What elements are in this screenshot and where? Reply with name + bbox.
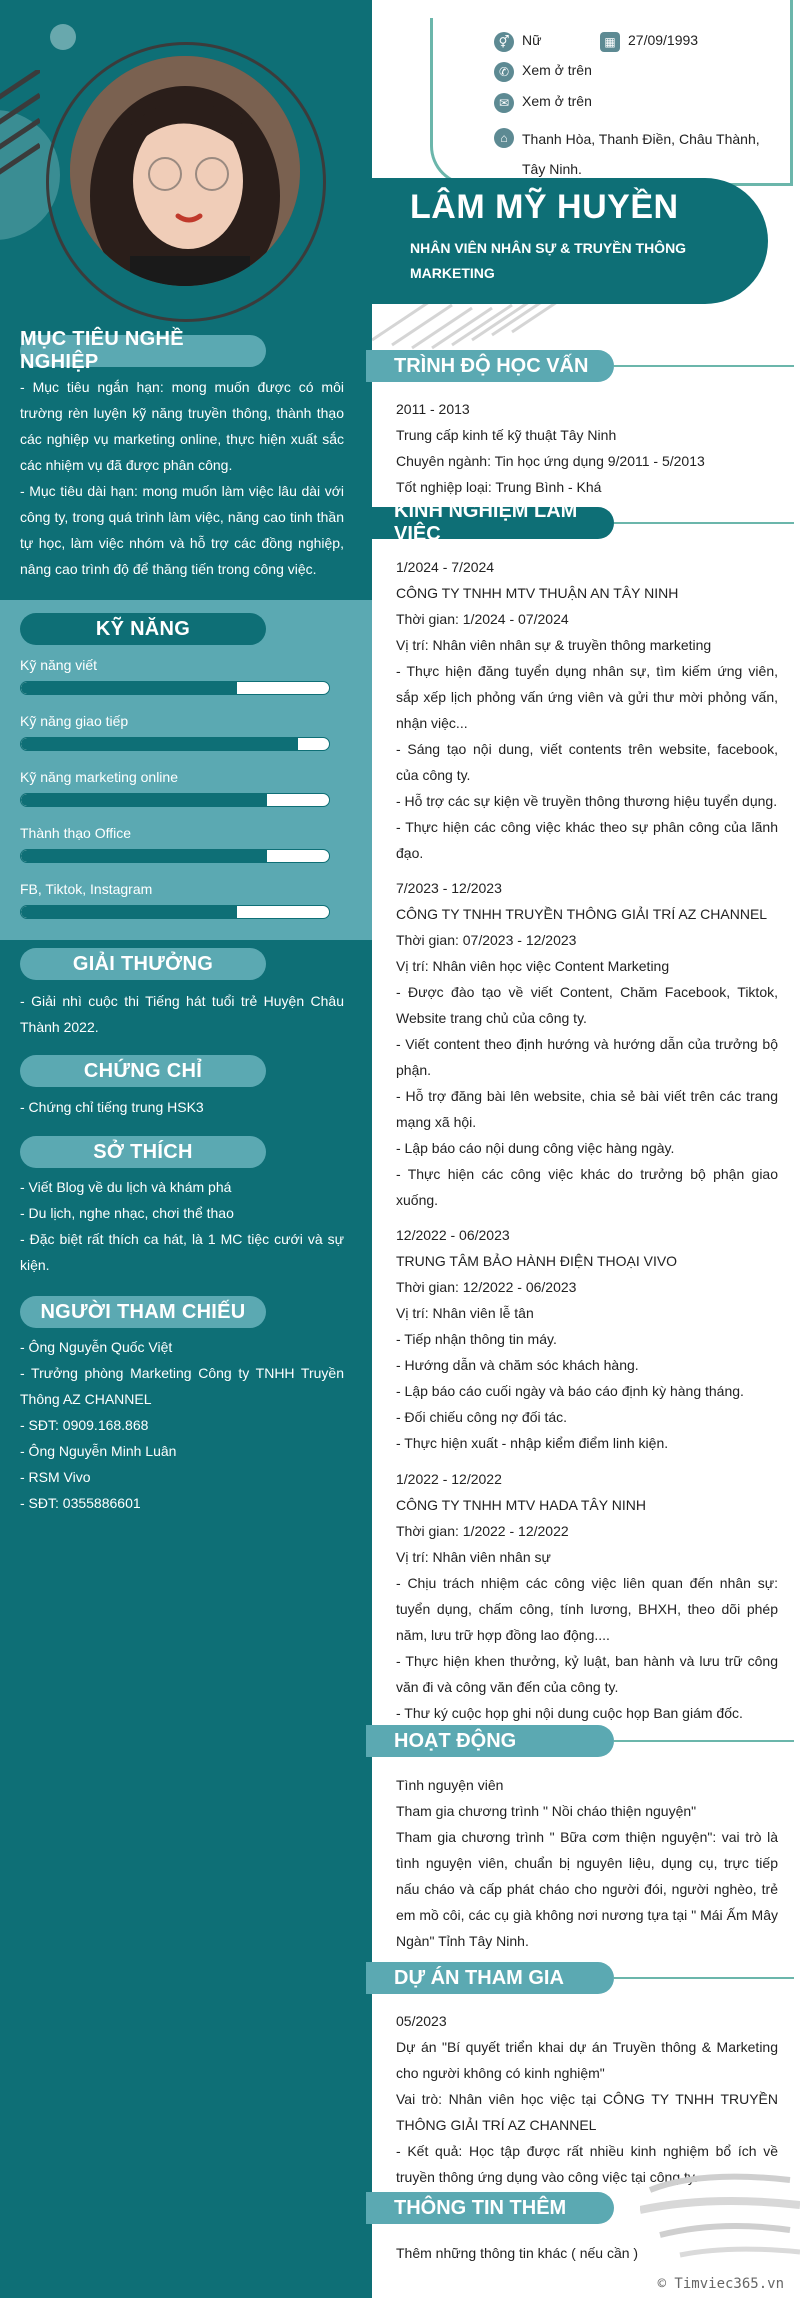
gender-icon: ⚥ <box>494 32 514 52</box>
skill-label: Kỹ năng viết <box>20 657 98 673</box>
calendar-icon: ▦ <box>600 32 620 52</box>
skill-label: Thành thạo Office <box>20 825 132 841</box>
job-duty: - Thư ký cuộc họp ghi nội dung cuộc họp Ban giám đốc. <box>396 1705 743 1721</box>
contact-email <box>494 93 592 113</box>
candidate-role: NHÂN VIÊN NHÂN SỰ & TRUYỀN THÔNG MARKETING <box>410 240 687 281</box>
job-duty: - Viết content theo định hướng và hướng dẫn của trưởng bộ phận. <box>396 1036 778 1078</box>
skill-label: Kỹ năng marketing online <box>20 769 178 785</box>
gender-text: Nữ <box>522 32 542 48</box>
job-duty: - Hỗ trợ các sự kiện về truyền thông thương hiệu tuyển dụng. <box>396 793 778 809</box>
job-duty: - Thực hiện các công việc khác do trưởng bộ phận giao xuống. <box>396 1166 778 1208</box>
job-duty: - Thực hiện các công việc khác theo sự phân công của lãnh đạo. <box>396 819 778 861</box>
phone-icon: ✆ <box>494 62 514 82</box>
job-company: CÔNG TY TNHH TRUYỀN THÔNG GIẢI TRÍ AZ CHANNEL <box>396 906 768 922</box>
objective-heading: MỤC TIÊU NGHỀ NGHIỆP <box>20 335 266 367</box>
edu-grade: Tốt nghiệp loại: Trung Bình - Khá <box>396 479 602 495</box>
job-duty: - Lập báo cáo cuối ngày và báo cáo định kỳ hàng tháng. <box>396 1383 744 1399</box>
activity-item: Tham gia chương trình " Nồi cháo thiện nguyện" <box>396 1803 697 1819</box>
reference-item: - RSM Vivo <box>20 1469 91 1485</box>
skill-bar <box>20 681 330 695</box>
job-period: 1/2024 - 7/2024 <box>396 559 495 575</box>
skill-bar <box>20 849 330 863</box>
contact-box-border <box>790 0 793 186</box>
job-position: Vị trí: Nhân viên nhân sự & truyền thông marketing <box>396 637 712 653</box>
objective-short: - Mục tiêu ngắn hạn: mong muốn được có môi trường rèn luyện kỹ năng truyền thông, thành thạo các nghiệp vụ marketing online, thực hiện xuất sắc các nhiệm vụ đã được phân công. <box>20 379 344 473</box>
projects-heading: DỰ ÁN THAM GIA <box>366 1962 614 1994</box>
project-result: - Kết quả: Học tập được rất nhiều kinh nghiệm bổ ích về truyền thông ứng dụng vào công việc tại công ty. <box>396 2143 778 2185</box>
skill-bar <box>20 737 330 751</box>
skill-fill <box>21 850 267 862</box>
reference-item: - SĐT: 0355886601 <box>20 1495 141 1511</box>
skill-fill <box>21 738 298 750</box>
job-position: Vị trí: Nhân viên nhân sự <box>396 1549 551 1565</box>
job-period: 12/2022 - 06/2023 <box>396 1227 510 1243</box>
decorative-dot <box>50 24 76 50</box>
skill-fill <box>21 682 237 694</box>
project-name: Dự án "Bí quyết triển khai dự án Truyền thông & Marketing cho người không có kinh nghiệm" <box>396 2039 778 2081</box>
skill-bar <box>20 793 330 807</box>
birthday-text: 27/09/1993 <box>628 32 699 48</box>
certificates-heading: CHỨNG CHỈ <box>20 1055 266 1087</box>
reference-item: - Trưởng phòng Marketing Công ty TNHH Truyền Thông AZ CHANNEL <box>20 1365 344 1407</box>
hobbies-heading: SỞ THÍCH <box>20 1136 266 1168</box>
project-role: Vai trò: Nhân viên học việc tại CÔNG TY TNHH TRUYỀN THÔNG GIẢI TRÍ AZ CHANNEL <box>396 2091 778 2133</box>
activities-heading: HOẠT ĐỘNG <box>366 1725 614 1757</box>
project-date: 05/2023 <box>396 2013 447 2029</box>
job-company: CÔNG TY TNHH MTV THUẬN AN TÂY NINH <box>396 585 679 601</box>
job-duty: - Lập báo cáo nội dung công việc hàng ngày. <box>396 1140 675 1156</box>
job-position: Vị trí: Nhân viên lễ tân <box>396 1305 534 1321</box>
job-duty: - Đối chiếu công nợ đối tác. <box>396 1409 568 1425</box>
awards-text: - Giải nhì cuộc thi Tiếng hát tuổi trẻ Huyện Châu Thành 2022. <box>20 993 344 1035</box>
home-icon: ⌂ <box>494 128 514 148</box>
sidebar <box>0 0 372 2298</box>
job-time: Thời gian: 07/2023 - 12/2023 <box>396 932 577 948</box>
education-heading: TRÌNH ĐỘ HỌC VẤN <box>366 350 614 382</box>
edu-major: Chuyên ngành: Tin học ứng dụng 9/2011 - 5/2013 <box>396 453 705 469</box>
job-duty: - Được đào tạo về viết Content, Chăm Facebook, Tiktok, Website trang chủ của công ty. <box>396 984 778 1026</box>
skills-heading: KỸ NĂNG <box>20 613 266 645</box>
experience-heading: KINH NGHIỆM LÀM VIỆC <box>366 507 614 539</box>
decorative-stripes <box>0 70 40 230</box>
contact-phone <box>494 62 592 82</box>
skill-bar <box>20 905 330 919</box>
skill-label: FB, Tiktok, Instagram <box>20 881 153 897</box>
job-time: Thời gian: 12/2022 - 06/2023 <box>396 1279 577 1295</box>
extra-text: Thêm những thông tin khác ( nếu cần ) <box>396 2245 639 2261</box>
section-divider <box>614 522 794 524</box>
awards-heading: GIẢI THƯỞNG <box>20 948 266 980</box>
email-text: Xem ở trên <box>522 93 592 109</box>
references-heading: NGƯỜI THAM CHIẾU <box>20 1296 266 1328</box>
reference-item: - SĐT: 0909.168.868 <box>20 1417 149 1433</box>
section-divider <box>614 365 794 367</box>
phone-text: Xem ở trên <box>522 62 592 78</box>
job-duty: - Thực hiện đăng tuyển dụng nhân sự, tìm kiếm ứng viên, sắp xếp lịch phỏng vấn ứng viên và gửi thư mời phỏng vấn, nhận việc... <box>396 663 778 731</box>
job-company: CÔNG TY TNHH MTV HADA TÂY NINH <box>396 1497 646 1513</box>
job-duty: - Hỗ trợ đăng bài lên website, chia sẻ bài viết trên các trang mạng xã hội. <box>396 1088 778 1130</box>
candidate-name: LÂM MỸ HUYỀN <box>410 188 679 226</box>
activity-role: Tình nguyện viên <box>396 1777 504 1793</box>
contact-address <box>494 124 760 184</box>
extra-heading: THÔNG TIN THÊM <box>366 2192 614 2224</box>
section-divider <box>614 1977 794 1979</box>
hobby-item: - Du lịch, nghe nhạc, chơi thể thao <box>20 1205 234 1221</box>
job-time: Thời gian: 1/2024 - 07/2024 <box>396 611 569 627</box>
skill-fill <box>21 906 237 918</box>
job-duty: - Chịu trách nhiệm các công việc liên quan đến nhân sự: tuyển dụng, chấm công, tính lương, BHXH, theo dõi phép năm, lưu trữ hợp đồng lao động.... <box>396 1575 778 1643</box>
job-period: 1/2022 - 12/2022 <box>396 1471 502 1487</box>
job-duty: - Hướng dẫn và chăm sóc khách hàng. <box>396 1357 639 1373</box>
footer-watermark: © Timviec365.vn <box>657 2276 784 2292</box>
job-company: TRUNG TÂM BẢO HÀNH ĐIỆN THOẠI VIVO <box>396 1253 678 1269</box>
reference-item: - Ông Nguyễn Quốc Việt <box>20 1339 173 1355</box>
hobby-item: - Đặc biệt rất thích ca hát, là 1 MC tiệc cưới và sự kiện. <box>20 1231 344 1273</box>
activity-item: Tham gia chương trình " Bữa cơm thiện nguyện": vai trò là tình nguyện viên, chuẩn bị nguyên liệu, dụng cụ, trực tiếp nấu cháo và cấp phát cháo cho người đói, người nghèo, trẻ em mồ côi, các cụ già không nơi nương tựa tại " Mái Ấm Mây Ngàn" Tỉnh Tây Ninh. <box>396 1829 778 1949</box>
skill-label: Kỹ năng giao tiếp <box>20 713 129 729</box>
job-duty: - Sáng tạo nội dung, viết contents trên website, facebook, của công ty. <box>396 741 778 783</box>
edu-school: Trung cấp kinh tế kỹ thuật Tây Ninh <box>396 427 617 443</box>
reference-item: - Ông Nguyễn Minh Luân <box>20 1443 177 1459</box>
skill-fill <box>21 794 267 806</box>
address-line: Thanh Hòa, Thanh Điền, Châu Thành, <box>522 131 760 147</box>
job-period: 7/2023 - 12/2023 <box>396 880 502 896</box>
email-icon: ✉ <box>494 93 514 113</box>
contact-birthday <box>600 32 698 52</box>
edu-period: 2011 - 2013 <box>396 401 470 417</box>
job-time: Thời gian: 1/2022 - 12/2022 <box>396 1523 569 1539</box>
job-duty: - Thực hiện xuất - nhập kiểm điểm linh kiện. <box>396 1435 669 1451</box>
profile-photo <box>70 56 300 286</box>
job-duty: - Tiếp nhận thông tin máy. <box>396 1331 557 1347</box>
section-divider <box>614 1740 794 1742</box>
contact-gender <box>494 32 541 52</box>
address-line: Tây Ninh. <box>522 161 582 177</box>
hobby-item: - Viết Blog về du lịch và khám phá <box>20 1179 232 1195</box>
job-duty: - Thực hiện khen thưởng, kỷ luật, ban hành và lưu trữ công văn đi và công văn đến của công ty. <box>396 1653 778 1695</box>
objective-long: - Mục tiêu dài hạn: mong muốn làm việc lâu dài với công ty, trong quá trình làm việc, năng cao tinh thần tự học, làm việc nhóm và hỗ trợ các đồng nghiệp, nâng cao trình độ để thăng tiến trong công việc. <box>20 483 344 577</box>
job-position: Vị trí: Nhân viên học việc Content Marketing <box>396 958 670 974</box>
certificates-text: - Chứng chỉ tiếng trung HSK3 <box>20 1099 204 1115</box>
